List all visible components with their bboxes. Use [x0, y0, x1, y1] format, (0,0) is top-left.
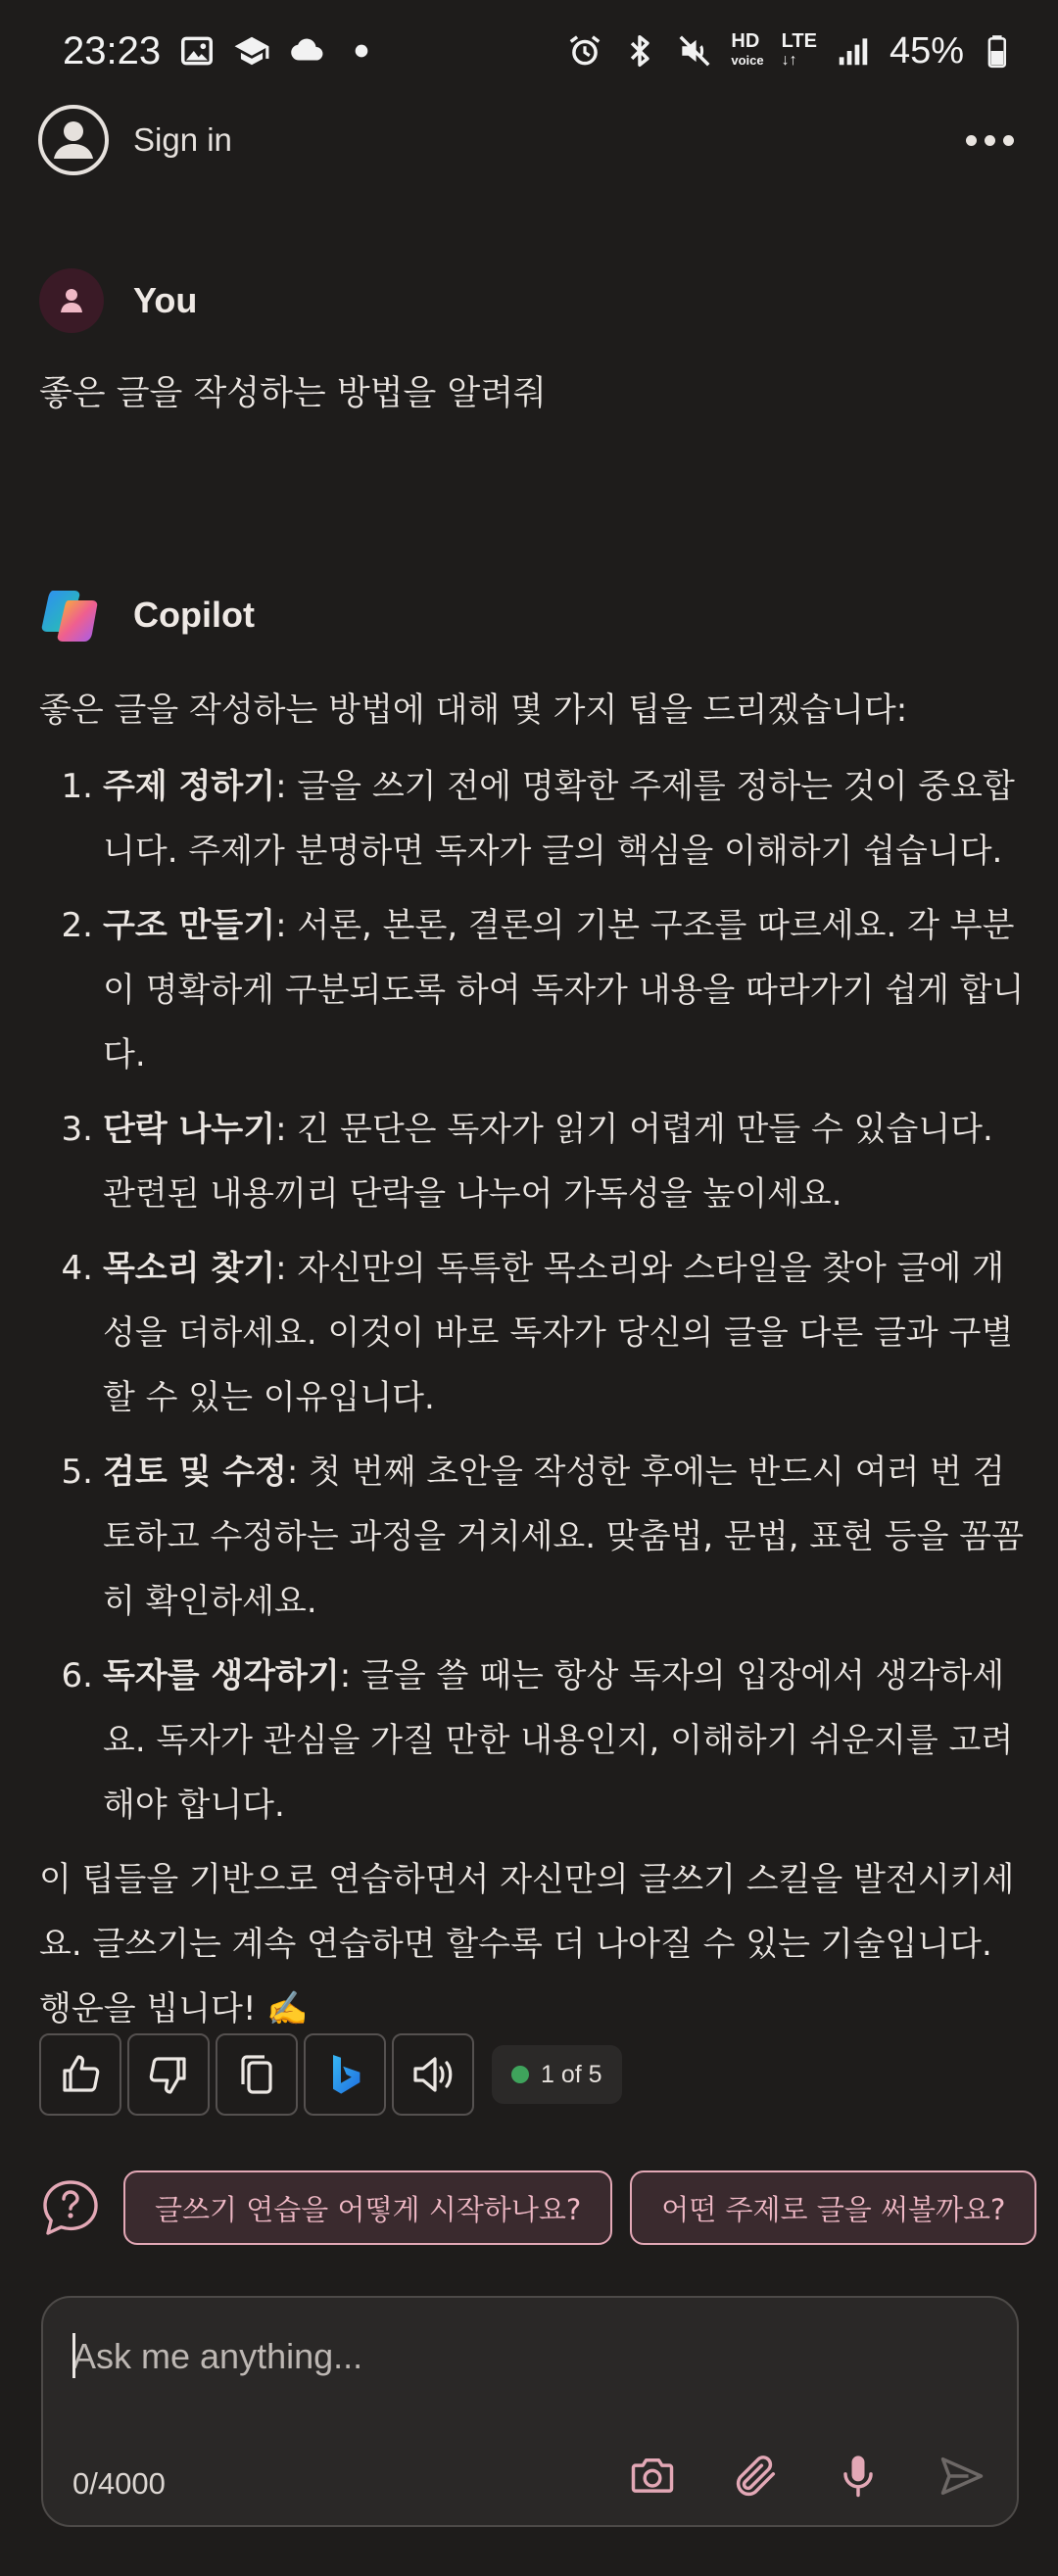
- mute-icon: [676, 32, 713, 70]
- ask-input[interactable]: [72, 2327, 954, 2386]
- status-right: [566, 30, 1019, 72]
- tip-body: : 긴 문단은 독자가 읽기 어렵게 만들 수 있습니다. 관련된 내용끼리 단락을 나누어 가독성을 높이세요.: [103, 1110, 993, 1214]
- tip-body: : 글을 쓰기 전에 명확한 주제를 정하는 것이 중요합니다. 주제가 분명하면 독자가 글의 핵심을 이해하기 쉽습니다.: [103, 767, 1015, 871]
- tip-title: 단락 나누기: [103, 1110, 276, 1149]
- list-item: [39, 893, 1029, 1087]
- signal-icon: [835, 32, 872, 70]
- camera-icon[interactable]: [621, 2445, 684, 2507]
- alarm-icon: [566, 32, 603, 70]
- tip-body: : 서론, 본론, 결론의 기본 구조를 따르세요. 각 부분이 명확하게 구분되도록 하여 독자가 내용을 따라가기 쉽게 합니다.: [103, 906, 1025, 1074]
- dot-icon: [343, 32, 380, 70]
- status-bar: [0, 0, 1058, 102]
- avatar-icon: [37, 104, 110, 176]
- send-icon[interactable]: [931, 2445, 993, 2507]
- tip-title: 구조 만들기: [103, 906, 276, 945]
- school-icon: [233, 32, 270, 70]
- gallery-icon: [178, 32, 216, 70]
- tip-title: 주제 정하기: [103, 767, 276, 806]
- cloud-icon: [288, 32, 325, 70]
- bot-intro: 좋은 글을 작성하는 방법에 대해 몇 가지 팁을 드리겠습니다:: [39, 691, 908, 730]
- response-page-count: [492, 2045, 622, 2104]
- mic-icon[interactable]: [827, 2445, 890, 2507]
- thumbs-up-icon[interactable]: [39, 2033, 121, 2116]
- tip-body: : 첫 번째 초안을 작성한 후에는 반드시 여러 번 검토하고 수정하는 과정을 거치세요. 맞춤법, 문법, 표현 등을 꼼꼼히 확인하세요.: [103, 1453, 1024, 1621]
- bot-message-header: [39, 583, 255, 647]
- copy-icon[interactable]: [216, 2033, 298, 2116]
- sign-in-label: Sign in: [133, 121, 232, 158]
- hd-label: HD: [731, 30, 760, 52]
- bot-outro: 이 팁들을 기반으로 연습하면서 자신만의 글쓰기 스킬을 발전시키세요. 글쓰기는 계속 연습하면 할수록 더 나아질 수 있는 기술입니다. 행운을 빕니다! ✍️: [39, 1860, 1015, 2028]
- tips-list: [39, 754, 1029, 1837]
- speaker-icon[interactable]: [392, 2033, 474, 2116]
- status-left: [63, 29, 380, 73]
- voice-label: voice: [731, 53, 764, 68]
- suggestion-chip-2[interactable]: 어떤 주제로 글을 써볼까요?: [630, 2171, 1036, 2245]
- list-item: [39, 1236, 1029, 1430]
- user-author: You: [133, 280, 198, 320]
- user-message-header: [39, 268, 197, 333]
- list-item: [39, 1644, 1029, 1837]
- copilot-logo-icon: [39, 583, 104, 647]
- lte-badge: LTE ↓↑: [781, 30, 817, 69]
- status-time: 23:23: [63, 28, 162, 72]
- tip-title: 독자를 생각하기: [103, 1656, 340, 1695]
- action-bar: [39, 2032, 622, 2117]
- lte-label: LTE: [781, 30, 817, 52]
- tip-number: 6.: [61, 1656, 93, 1695]
- bing-icon[interactable]: [304, 2033, 386, 2116]
- list-item: [39, 754, 1029, 883]
- attach-icon[interactable]: [725, 2445, 788, 2507]
- bot-message-body: [39, 678, 1029, 2041]
- thumbs-down-icon[interactable]: [127, 2033, 210, 2116]
- more-icon[interactable]: [960, 120, 1019, 160]
- tip-number: 1.: [61, 767, 93, 806]
- char-count: 0/4000: [72, 2466, 166, 2501]
- user-message-text: 좋은 글을 작성하는 방법을 알려줘: [39, 374, 547, 413]
- suggestion-chip-1[interactable]: 글쓰기 연습을 어떻게 시작하나요?: [123, 2171, 612, 2245]
- battery-percent: 45%: [889, 29, 964, 72]
- status-dot: [511, 2066, 529, 2083]
- app-header: [0, 102, 1058, 178]
- tip-body: : 글을 쓸 때는 항상 독자의 입장에서 생각하세요. 독자가 관심을 가질 만한 내용인지, 이해하기 쉬운지를 고려해야 합니다.: [103, 1656, 1014, 1825]
- tip-number: 2.: [61, 906, 93, 945]
- tip-title: 검토 및 수정: [103, 1453, 287, 1492]
- tip-body: : 자신만의 독특한 목소리와 스타일을 찾아 글에 개성을 더하세요. 이것이 바로 독자가 당신의 글을 다른 글과 구별할 수 있는 이유입니다.: [103, 1249, 1014, 1417]
- bluetooth-icon: [621, 32, 658, 70]
- question-bubble-icon: [39, 2176, 102, 2239]
- list-item: [39, 1440, 1029, 1634]
- page-count-label: 1 of 5: [541, 2060, 602, 2088]
- tip-number: 5.: [61, 1453, 93, 1492]
- user-avatar: [39, 268, 104, 333]
- tip-number: 3.: [61, 1110, 93, 1149]
- person-icon: [56, 285, 87, 316]
- tip-number: 4.: [61, 1249, 93, 1288]
- sign-in-button[interactable]: [37, 104, 232, 176]
- tip-title: 목소리 찾기: [103, 1249, 276, 1288]
- bot-author: Copilot: [133, 595, 255, 635]
- composer: [41, 2296, 1019, 2527]
- suggestions-row: [39, 2171, 1036, 2245]
- hd-voice-badge: [731, 32, 763, 70]
- battery-icon: [982, 32, 1019, 70]
- text-caret: [72, 2333, 75, 2378]
- list-item: [39, 1097, 1029, 1226]
